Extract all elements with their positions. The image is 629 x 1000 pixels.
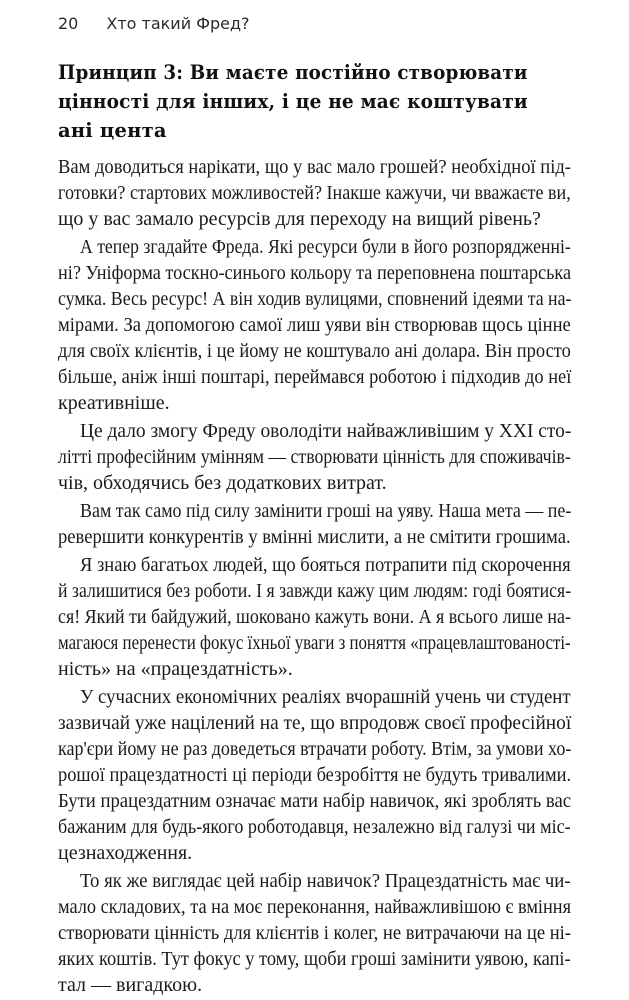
running-header: [58, 14, 250, 33]
section-heading: [58, 58, 528, 145]
text-line: кар'єри йому не раз доведеться втрачати роботу. Втім, за умови хо-: [58, 738, 572, 760]
text-line: мірами. За допомогою самої лиш уяви він створював щось цінне: [58, 314, 571, 336]
text-line: Бути працездатним означає мати набір навичок, які зроблять вас: [58, 790, 572, 812]
text-line: для своїх клієнтів, і це йому не коштувало ані долара. Він просто: [58, 340, 571, 362]
heading-line: Принцип 3: Ви маєте постійно створювати: [58, 61, 528, 84]
text-line: магаюся перенести фокус їхньої уваги з поняття «працевлаштованості-: [58, 632, 571, 654]
text-line: ся! Який ти байдужий, шоковано кажуть вони. А я всього лише на-: [58, 606, 571, 628]
heading-line: ані цента: [58, 119, 167, 142]
text-line: бажаним для будь-якого роботодавця, незалежно від галузі чи міс-: [58, 816, 571, 838]
text-line: Вам доводиться нарікати, що у вас мало грошей? необхідної під-: [58, 156, 571, 178]
text-line: ність» на «працездатність».: [58, 658, 293, 680]
running-title: Хто такий Фред?: [106, 14, 250, 33]
heading-line: цінності для інших, і це не має коштувати: [58, 90, 528, 113]
text-line: креативніше.: [58, 392, 170, 414]
text-line: зазвичай уже націлений на те, що впродовж своєї професійної: [58, 712, 572, 734]
text-line: рошої працездатності ці періоди безробіття не будуть тривалими.: [58, 764, 572, 786]
text-line: сумка. Весь ресурс! А він ходив вулицями, сповнений ідеями та на-: [58, 288, 572, 310]
text-line: ні? Уніформа тоскно-синього кольору та переповнена поштарська: [58, 262, 572, 284]
text-line: А тепер згадайте Фреда. Які ресурси були в його розпорядженні-: [80, 236, 571, 258]
text-line: ревершити конкурентів у вмінні мислити, а не смітити грошима.: [58, 526, 571, 548]
text-line: Це дало змогу Фреду оволодіти найважливішим у XXI сто-: [80, 420, 572, 442]
text-line: готовки? стартових можливостей? Інакше кажучи, чи вважаєте ви,: [58, 182, 571, 204]
text-line: тал — вигадкою.: [58, 974, 203, 996]
text-line: цезнаходження.: [58, 842, 193, 864]
text-line: що у вас замало ресурсів для переходу на вищий рівень?: [58, 208, 541, 230]
text-line: Я знаю багатьох людей, що бояться потрапити під скорочення: [80, 554, 571, 576]
text-line: чів, обходячись без додаткових витрат.: [58, 472, 387, 494]
text-line: У сучасних економічних реаліях вчорашній учень чи студент: [80, 686, 571, 708]
text-line: літті професійним умінням — створювати цінність для споживачів-: [58, 446, 571, 468]
text-line: створювати цінність для клієнтів і колег, не витрачаючи на це ні-: [58, 922, 571, 944]
text-line: То як же виглядає цей набір навичок? Працездатність має чи-: [80, 870, 571, 892]
text-line: й залишитися без роботи. І я завжди кажу цим людям: годі боятися-: [58, 580, 572, 602]
text-line: більше, аніж інші поштарі, переймався роботою і підходив до неї: [58, 366, 572, 388]
text-line: яких коштів. Тут фокус у тому, щоби гроші замінити уявою, капі-: [58, 948, 571, 970]
page-number: 20: [58, 14, 79, 33]
text-line: мало складових, та на моє переконання, найважливішою є вміння: [58, 896, 572, 918]
text-line: Вам так само під силу замінити гроші на уяву. Наша мета — пе-: [80, 500, 572, 522]
